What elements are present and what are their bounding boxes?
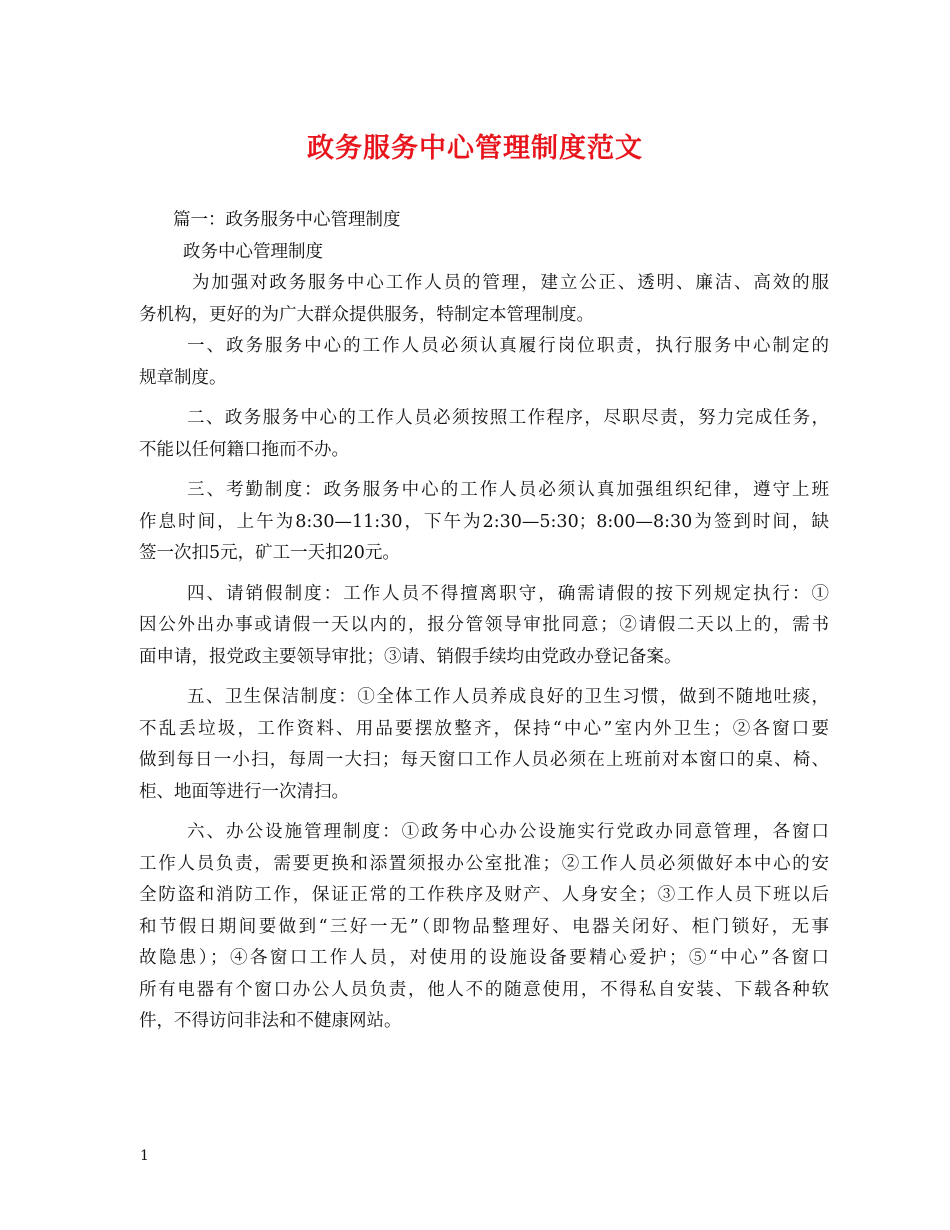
paragraph-line: 二、政务服务中心的工作人员必须按照工作程序，尽职尽责，努力完成任务， (187, 408, 829, 428)
paragraph-line: 面申请，报党政主要领导审批；③请、销假手续均由党政办登记备案。 (139, 646, 682, 667)
paragraph-line: 签一次扣5元，矿工一天扣20元。 (139, 543, 400, 563)
paragraph-line: 三、考勤制度：政务服务中心的工作人员必须认真加强组织纪律，遵守上班 (187, 480, 829, 500)
paragraph-line: 因公外出办事或请假一天以内的，报分管领导审批同意；②请假二天以上的，需书 (139, 615, 829, 635)
page-number: 1 (140, 1148, 149, 1164)
paragraph-line: 不能以任何籍口拖而不办。 (139, 439, 349, 460)
paragraph-line: 所有电器有个窗口办公人员负责，他人不的随意使用，不得私自安装、下载各种软 (139, 979, 829, 1000)
paragraph-line: 全防盗和消防工作，保证正常的工作秩序及财产、人身安全；③工作人员下班以后 (139, 885, 829, 905)
document-title: 政务服务中心管理制度范文 (307, 133, 643, 164)
paragraph-line: 柜、地面等进行一次清扫。 (139, 781, 349, 802)
section-heading: 篇一：政务服务中心管理制度 (173, 210, 401, 230)
paragraph-line: 务机构，更好的为广大群众提供服务，特制定本管理制度。 (139, 304, 594, 325)
paragraph-line: 不乱丢垃圾，工作资料、用品要摆放整齐，保持“中心”室内外卫生；②各窗口要 (139, 718, 829, 739)
paragraph-line: 四、请销假制度：工作人员不得擅离职守，确需请假的按下列规定执行：① (187, 583, 829, 604)
paragraph-line: 一、政务服务中心的工作人员必须认真履行岗位职责，执行服务中心制定的 (187, 336, 829, 356)
paragraph-line: 作息时间，上午为8:30—11:30，下午为2:30—5:30；8:00—8:30为签到时间，缺 (139, 511, 829, 532)
paragraph-line: 做到每日一小扫，每周一大扫；每天窗口工作人员必须在上班前对本窗口的桌、椅、 (139, 750, 829, 770)
paragraph-line: 工作人员负责，需要更换和添置须报办公室批准；②工作人员必须做好本中心的安 (139, 853, 829, 874)
paragraph-line: 和节假日期间要做到“三好一无”（即物品整理好、电器关闭好、柜门锁好，无事 (139, 916, 829, 937)
paragraph-line: 六、办公设施管理制度：①政务中心办公设施实行党政办同意管理，各窗口 (187, 822, 829, 842)
document-body (139, 205, 829, 1038)
paragraph-line: 故隐患）；④各窗口工作人员，对使用的设施设备要精心爱护；⑤“中心”各窗口 (139, 948, 829, 968)
paragraph-line: 规章制度。 (139, 367, 227, 388)
paragraph-line: 为加强对政务服务中心工作人员的管理，建立公正、透明、廉洁、高效的服 (192, 273, 829, 293)
paragraph-line: 五、卫生保洁制度：①全体工作人员养成良好的卫生习惯，做到不随地吐痰， (187, 687, 829, 707)
subsection-heading: 政务中心管理制度 (183, 241, 323, 262)
paragraph-line: 件，不得访问非法和不健康网站。 (139, 1011, 402, 1031)
